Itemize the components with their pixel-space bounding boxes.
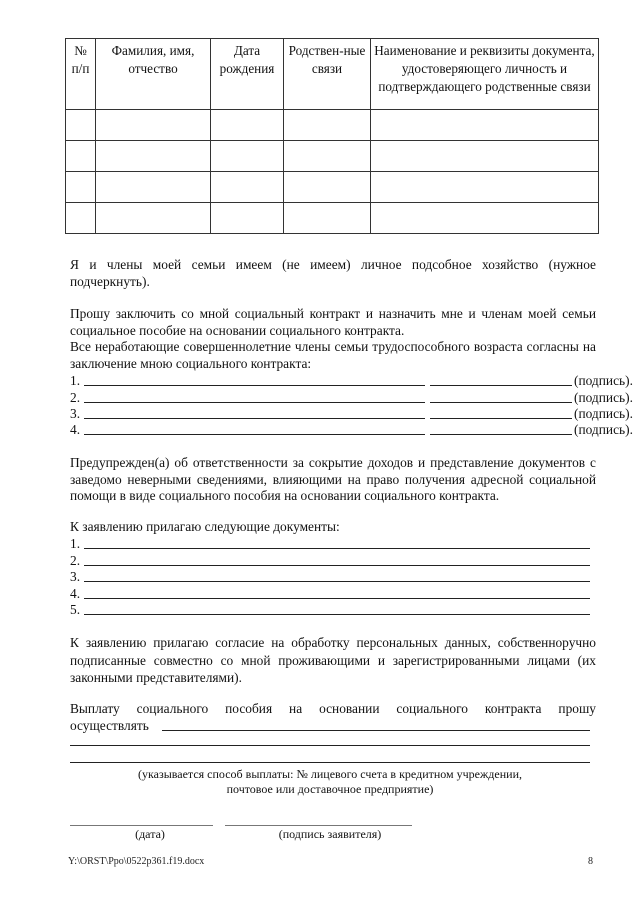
date-blank[interactable]: [70, 825, 213, 826]
table-cell[interactable]: [371, 172, 599, 203]
payment-blank[interactable]: [162, 730, 590, 731]
table-cell[interactable]: [211, 172, 284, 203]
table-cell[interactable]: [284, 172, 371, 203]
row-number: 2.: [70, 390, 81, 405]
signature-label: (подпись).: [574, 406, 633, 421]
document-row: [70, 536, 596, 552]
table-cell[interactable]: [66, 141, 96, 172]
name-blank[interactable]: [84, 434, 425, 435]
applicant-signature-label: (подпись заявителя): [278, 827, 382, 841]
table-cell[interactable]: [211, 110, 284, 141]
row-number: 1.: [70, 536, 81, 551]
payment-note-line-1: (указывается способ выплаты: № лицевого счета в кредитном учреждении,: [138, 767, 522, 781]
document-row: [70, 602, 596, 618]
signature-blank[interactable]: [430, 418, 572, 419]
signature-blank[interactable]: [430, 385, 572, 386]
date-label: (дата): [135, 827, 165, 841]
document-blank[interactable]: [84, 598, 590, 599]
document-blank[interactable]: [84, 548, 590, 549]
name-blank[interactable]: [84, 418, 425, 419]
documents-intro: К заявлению прилагаю следующие документы:: [70, 519, 340, 534]
table-cell[interactable]: [66, 203, 96, 234]
header-full-name: Фамилия, имя, отчество: [96, 39, 211, 110]
table-cell[interactable]: [96, 172, 211, 203]
personal-data-paragraph: К заявлению прилагаю согласие на обработку персональных данных, собственноручно подписанные совместно со мной проживающими и зарегистрированными лицами (их законными представителями).: [70, 635, 596, 685]
document-row: [70, 553, 596, 569]
table-row: [66, 172, 599, 203]
table-row: [66, 110, 599, 141]
row-number: 3.: [70, 569, 81, 584]
payment-method-row: [70, 718, 596, 734]
household-paragraph: Я и члены моей семьи имеем (не имеем) личное подсобное хозяйство (нужное подчеркнуть).: [70, 257, 596, 289]
header-relation: Родствен-ные связи: [284, 39, 371, 110]
table-header-row: [66, 39, 599, 110]
document-row: [70, 569, 596, 585]
applicant-signature-blank[interactable]: [225, 825, 412, 826]
table-cell[interactable]: [371, 141, 599, 172]
table-cell[interactable]: [96, 141, 211, 172]
table-cell[interactable]: [211, 203, 284, 234]
table-cell[interactable]: [371, 203, 599, 234]
family-signature-row: [70, 390, 633, 406]
name-blank[interactable]: [84, 402, 425, 403]
payment-paragraph: Выплату социального пособия на основании социального контракта прошу: [70, 701, 596, 716]
family-members-table: [65, 38, 599, 234]
row-number: 3.: [70, 406, 81, 421]
page-number: 8: [588, 856, 593, 867]
table-cell[interactable]: [284, 141, 371, 172]
family-signature-row: [70, 406, 633, 422]
table-cell[interactable]: [96, 203, 211, 234]
table-cell[interactable]: [284, 110, 371, 141]
signature-blank[interactable]: [430, 402, 572, 403]
table-cell[interactable]: [284, 203, 371, 234]
signature-label: (подпись).: [574, 422, 633, 437]
header-number: № п/п: [66, 39, 96, 110]
document-blank[interactable]: [84, 614, 590, 615]
document-blank[interactable]: [84, 581, 590, 582]
signature-blank[interactable]: [430, 434, 572, 435]
table-cell[interactable]: [371, 110, 599, 141]
family-signature-row: [70, 422, 633, 438]
consent-paragraph: Все неработающие совершеннолетние члены семьи трудоспособного возраста согласны на заключение мною социального контракта:: [70, 339, 596, 371]
name-blank[interactable]: [84, 385, 425, 386]
row-number: 4.: [70, 422, 81, 437]
row-number: 5.: [70, 602, 81, 617]
table-cell[interactable]: [66, 172, 96, 203]
table-row: [66, 203, 599, 234]
document-row: [70, 586, 596, 602]
table-cell[interactable]: [211, 141, 284, 172]
table-cell[interactable]: [66, 110, 96, 141]
table-row: [66, 141, 599, 172]
row-number: 1.: [70, 373, 81, 388]
warning-paragraph: Предупрежден(а) об ответственности за сокрытие доходов и представление документов с заведомо неверными сведениями, влияющими на право получения адресной социальной помощи в виде социального пособия на основании социального контракта.: [70, 455, 596, 503]
signature-label: (подпись).: [574, 373, 633, 388]
header-birth-date: Дата рождения: [211, 39, 284, 110]
header-document: Наименование и реквизиты документа, удостоверяющего личность и подтверждающего родственные связи: [371, 39, 599, 110]
document-blank[interactable]: [84, 565, 590, 566]
row-number: 4.: [70, 586, 81, 601]
family-signature-row: [70, 373, 633, 389]
table-cell[interactable]: [96, 110, 211, 141]
payment-note-line-2: почтовое или доставочное предприятие): [226, 782, 434, 796]
footer-file-path: Y:\ORST\Ppo\0522p361.f19.docx: [68, 856, 205, 867]
row-number: 2.: [70, 553, 81, 568]
request-paragraph: Прошу заключить со мной социальный контракт и назначить мне и членам моей семьи социальное пособие на основании социального контракта.: [70, 306, 596, 338]
payment-blank-line[interactable]: [70, 762, 590, 763]
payment-blank-line[interactable]: [70, 745, 590, 746]
payment-word: осуществлять: [70, 718, 149, 733]
signature-label: (подпись).: [574, 390, 633, 405]
